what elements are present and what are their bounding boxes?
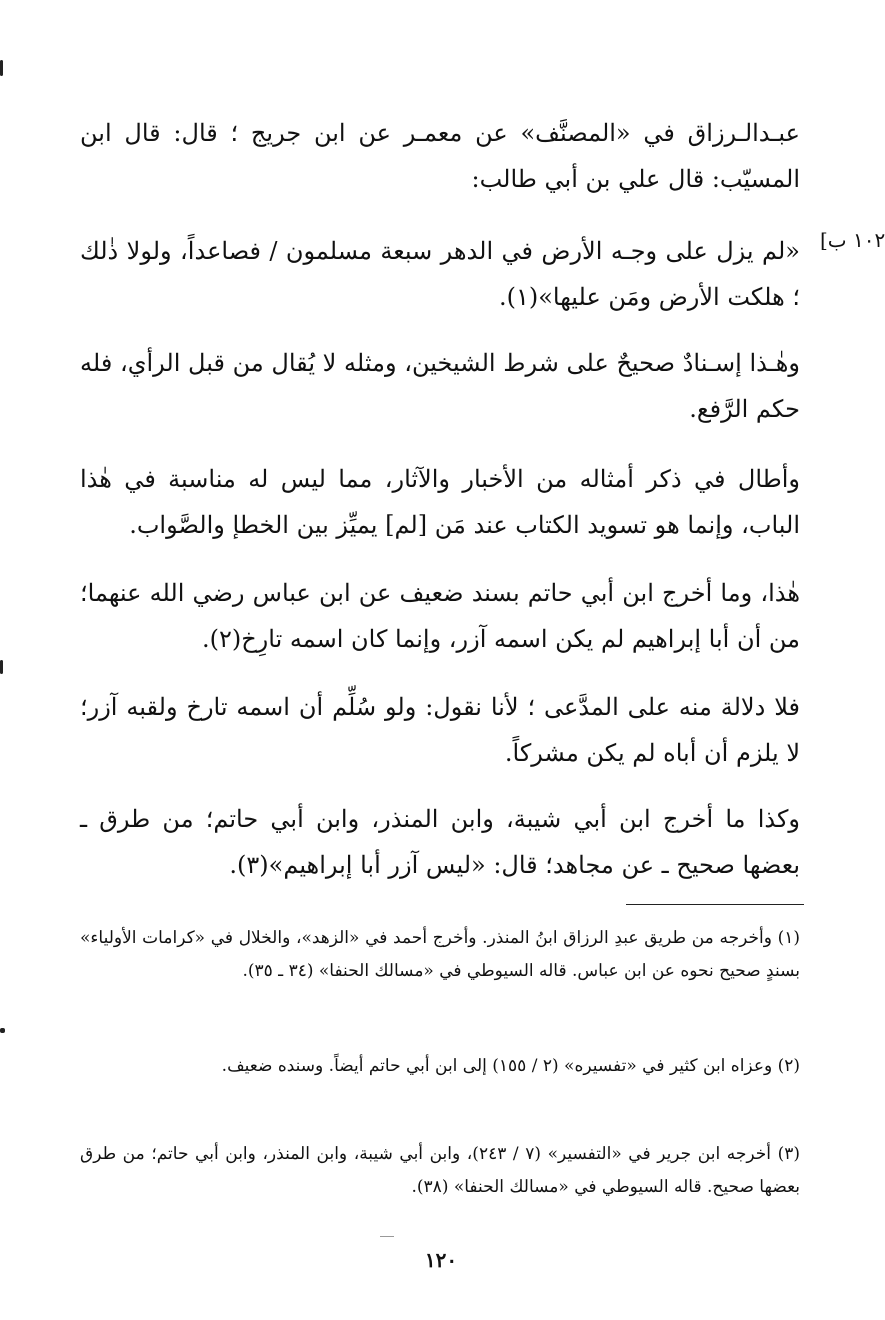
paragraph-3: وهٰـذا إسـنادٌ صحيحٌ على شرط الشيخين، ومثله لا يُقال من قبل الرأي، فله حكم الرَّفع.	[80, 349, 800, 423]
scan-artifact	[0, 60, 3, 76]
paragraph-7: وكذا ما أخرج ابن أبي شيبة، وابن المنذر، وابن أبي حاتم؛ من طرق ـ بعضها صحيح ـ عن مجاهد؛ قال: «ليس آزر أبا إبراهيم»(٣).	[80, 805, 800, 879]
scan-artifact	[380, 1236, 394, 1237]
paragraph-6: فلا دلالة منه على المدَّعى ؛ لأنا نقول: ولو سُلِّم أن اسمه تارخ ولقبه آزر؛ لا يلزم أن أباه لم يكن مشركاً.	[80, 693, 800, 767]
footnote-separator	[626, 904, 804, 905]
scan-artifact	[0, 660, 3, 674]
paragraph-1: عبـدالـرزاق في «المصنَّف» عن معمـر عن ابن جريج ؛ قال: قال ابن المسيّب: قال علي بن أبي طالب:	[80, 119, 800, 193]
footnote-3: (٣) أخرجه ابن جرير في «التفسير» (٧ / ٢٤٣)، وابن أبي شيبة، وابن المنذر، وابن أبي حاتم؛ من طرق بعضها صحيح. قاله السيوطي في «مسالك الحنفا» (٣٨).	[80, 1144, 800, 1197]
footnote-2: (٢) وعزاه ابن كثير في «تفسيره» (٢ / ١٥٥) إلى ابن أبي حاتم أيضاً. وسنده ضعيف.	[221, 1056, 800, 1076]
paragraph-5: هٰذا، وما أخرج ابن أبي حاتم بسند ضعيف عن ابن عباس رضي الله عنهما؛ من أن أبا إبراهيم لم يكن اسمه آزر، وإنما كان اسمه تارِخ(٢).	[80, 579, 800, 653]
footnote-1: (١) وأخرجه من طريق عبدِ الرزاق ابنُ المنذر. وأخرج أحمد في «الزهد»، والخلال في «كرامات الأولياء» بسندٍ صحيح نحوه عن ابن عباس. قاله السيوطي في «مسالك الحنفا» (٣٤ ـ ٣٥).	[80, 928, 800, 981]
paragraph-4: وأطال في ذكر أمثاله من الأخبار والآثار، مما ليس له مناسبة في هٰذا الباب، وإنما هو تسويد الكتاب عند مَن [لم] يميِّز بين الخطإ والصَّواب.	[80, 465, 800, 539]
page-number: ١٢٠	[424, 1248, 458, 1272]
paragraph-2: «لم يزل على وجـه الأرض في الدهر سبعة مسلمون / فصاعداً، ولولا ذٰلك ؛ هلكت الأرض ومَن عليها»(١).	[80, 237, 800, 311]
margin-manuscript-marker: ١٠٢ ب]	[820, 228, 885, 252]
scan-artifact	[0, 1028, 5, 1033]
